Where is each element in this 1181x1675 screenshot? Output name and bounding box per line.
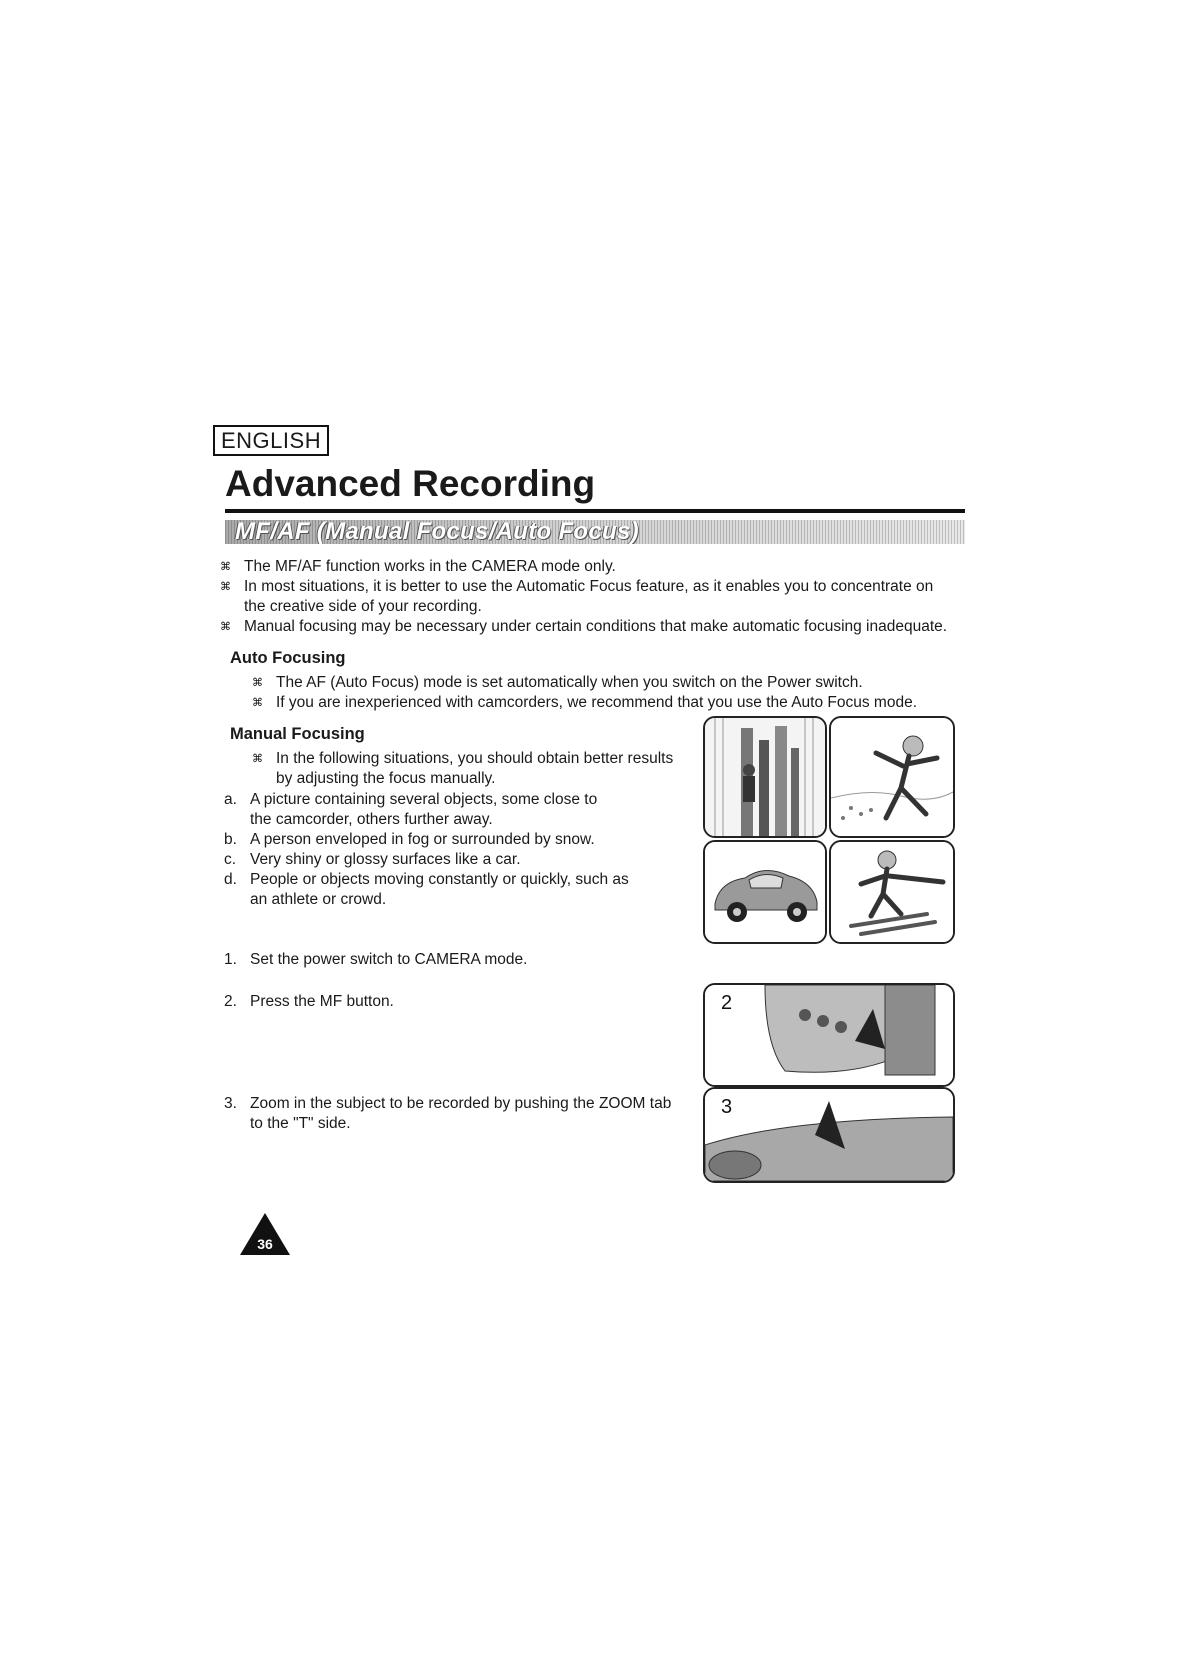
manual-focusing-heading: Manual Focusing xyxy=(230,725,365,743)
auto-focusing-heading: Auto Focusing xyxy=(230,649,346,667)
manual-focusing-bullet-continued: by adjusting the focus manually. xyxy=(276,770,496,787)
bullet-icon: ⌘ xyxy=(220,581,231,593)
manual-item: d. People or objects moving constantly or quickly, such as xyxy=(224,871,629,888)
section-bar xyxy=(225,520,965,544)
item-marker: c. xyxy=(224,851,237,868)
bullet-icon: ⌘ xyxy=(252,677,263,689)
step-number: 2. xyxy=(224,993,237,1010)
section-title: MF/AF (Manual Focus/Auto Focus) xyxy=(235,520,639,544)
manual-item-continued: the camcorder, others further away. xyxy=(250,811,493,828)
snow-person-illustration xyxy=(829,716,955,838)
step-number: 1. xyxy=(224,951,237,968)
intro-bullet: ⌘ The MF/AF function works in the CAMERA mode only. xyxy=(220,558,616,575)
mf-button-illustration xyxy=(703,983,955,1087)
manual-item-continued: an athlete or crowd. xyxy=(250,891,387,908)
step: 2. Press the MF button. xyxy=(224,993,394,1010)
page-number-triangle-icon xyxy=(240,1213,290,1255)
manual-item: b. A person enveloped in fog or surrounded by snow. xyxy=(224,831,595,848)
bullet-icon: ⌘ xyxy=(252,697,263,709)
auto-focusing-bullet: ⌘ If you are inexperienced with camcorders, we recommend that you use the Auto Focus mode. xyxy=(252,694,917,711)
item-marker: d. xyxy=(224,871,237,888)
title-rule xyxy=(225,509,965,513)
step-number: 3. xyxy=(224,1095,237,1112)
skier-illustration xyxy=(829,840,955,944)
step: 3. Zoom in the subject to be recorded by pushing the ZOOM tab xyxy=(224,1095,672,1112)
language-label: ENGLISH xyxy=(213,425,329,456)
figure-number: 3 xyxy=(721,1096,733,1118)
manual-item: a. A picture containing several objects, some close to xyxy=(224,791,598,808)
manual-item: c. Very shiny or glossy surfaces like a car. xyxy=(224,851,521,868)
bullet-icon: ⌘ xyxy=(252,753,263,765)
item-marker: a. xyxy=(224,791,237,808)
page-number: 36 xyxy=(257,1236,273,1252)
intro-bullet: ⌘ Manual focusing may be necessary under certain conditions that make automatic focusing inadequate. xyxy=(220,618,948,635)
step: 1. Set the power switch to CAMERA mode. xyxy=(224,951,528,968)
figure-number: 2 xyxy=(721,992,733,1014)
auto-focusing-bullet: ⌘ The AF (Auto Focus) mode is set automatically when you switch on the Power switch. xyxy=(252,674,863,691)
intro-bullet-continued: the creative side of your recording. xyxy=(244,598,482,615)
page-title: Advanced Recording xyxy=(225,463,596,504)
manual-focusing-bullet: ⌘ In the following situations, you should obtain better results xyxy=(252,750,674,767)
bullet-icon: ⌘ xyxy=(220,621,231,633)
item-marker: b. xyxy=(224,831,237,848)
glossy-car-illustration xyxy=(703,840,827,944)
step-continued: to the "T" side. xyxy=(250,1115,351,1132)
bullet-icon: ⌘ xyxy=(220,561,231,573)
intro-bullet: ⌘ In most situations, it is better to use the Automatic Focus feature, as it enables you to concentrate on xyxy=(220,578,934,595)
zoom-tab-illustration xyxy=(703,1087,955,1183)
fog-forest-illustration xyxy=(703,716,827,838)
